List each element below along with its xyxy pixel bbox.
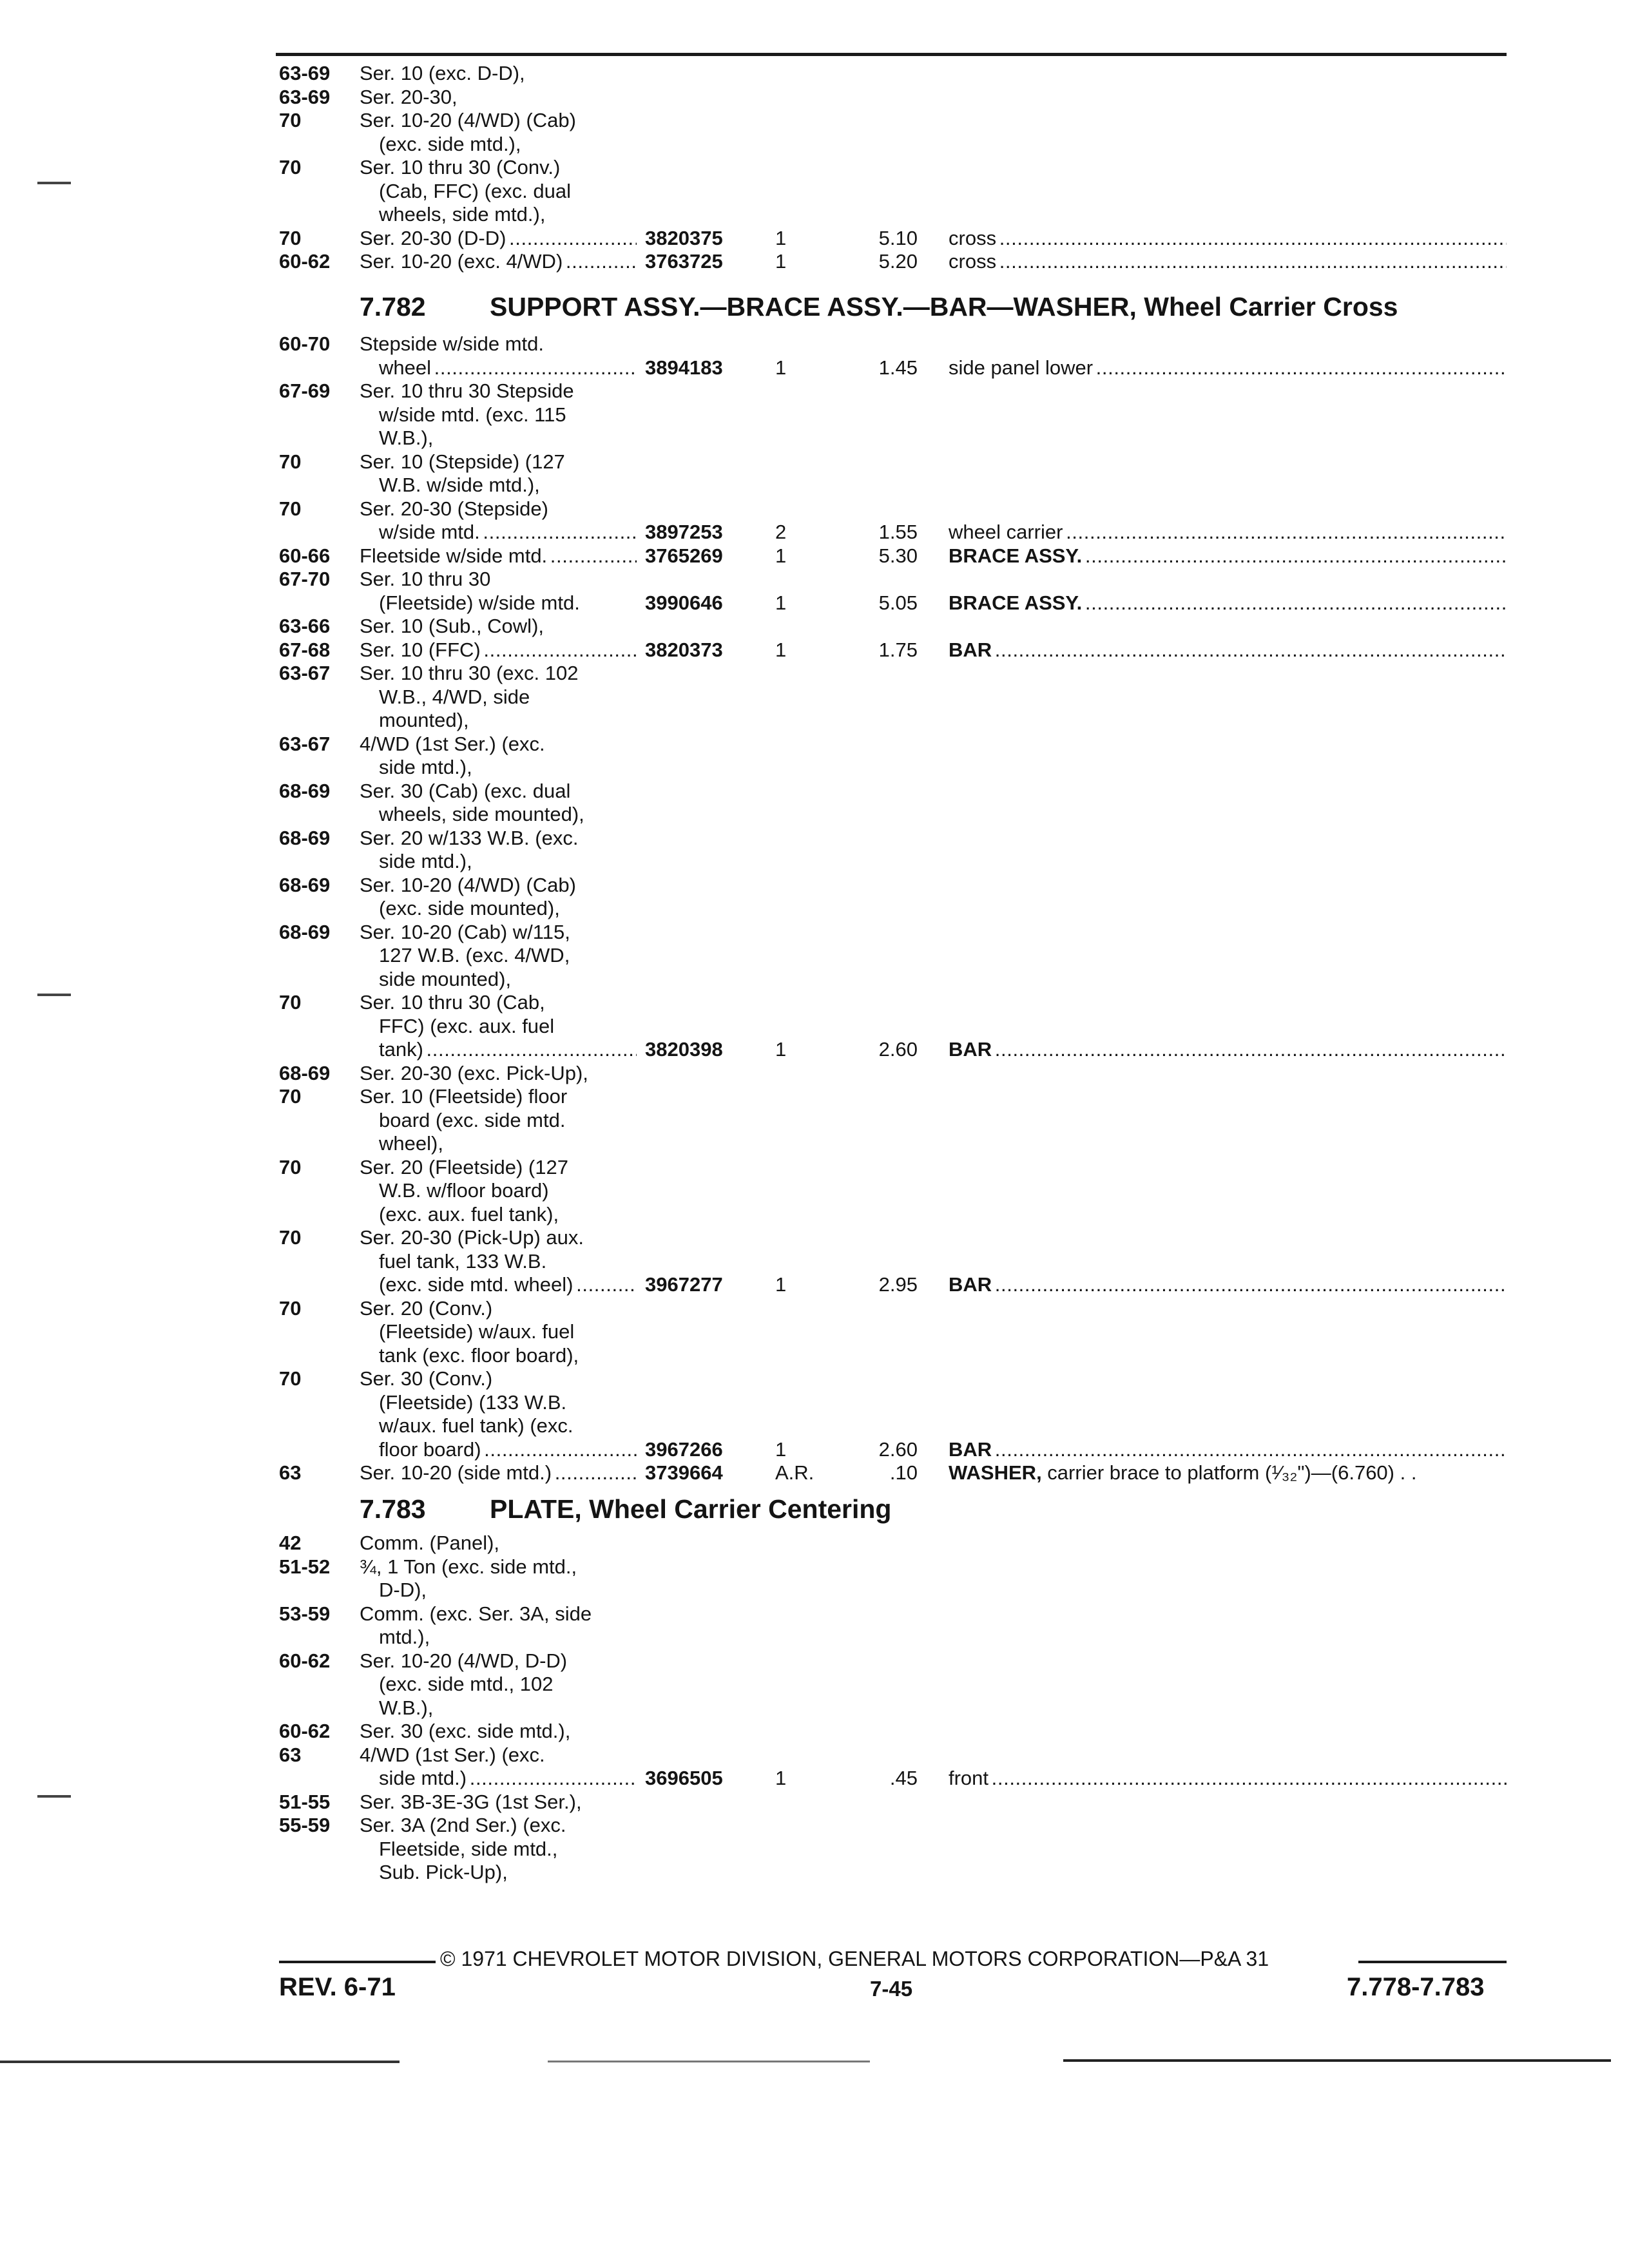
- part-name-text: front . . .: [949, 1767, 1507, 1789]
- description-text: (exc. side mounted),: [379, 897, 560, 919]
- part-name: [949, 521, 1507, 544]
- model-year: 70: [279, 1085, 302, 1108]
- model-year: 51-55: [279, 1790, 331, 1813]
- application-description: [360, 1649, 567, 1673]
- description-text: Ser. 30 (Cab) (exc. dual: [360, 779, 571, 802]
- application-description: [360, 62, 525, 85]
- application-description: [379, 1414, 574, 1437]
- application-description: [379, 180, 571, 203]
- application-description: [360, 1085, 567, 1108]
- description-text: tank) . . .: [379, 1038, 637, 1061]
- description-text: w/aux. fuel tank) (exc.: [379, 1414, 574, 1437]
- application-description: [360, 827, 578, 850]
- description-text: Ser. 20 (Fleetside) (127: [360, 1155, 568, 1178]
- quantity: 1: [775, 226, 787, 249]
- part-name: [949, 1438, 1507, 1461]
- part-number: 3990646: [645, 591, 723, 614]
- price: 5.20: [878, 250, 918, 273]
- quantity: 2: [775, 521, 787, 543]
- description-text: fuel tank, 133 W.B.: [379, 1249, 547, 1273]
- application-description: [360, 1555, 577, 1579]
- bottom-rule: [548, 2061, 870, 2062]
- application-description: [379, 1015, 554, 1038]
- application-description: [360, 639, 637, 662]
- description-text: Sub. Pick-Up),: [379, 1861, 508, 1883]
- application-description: [379, 1391, 566, 1414]
- part-name: [949, 544, 1507, 568]
- description-text: Ser. 10 (exc. D-D),: [360, 62, 525, 84]
- application-description: [360, 1532, 499, 1555]
- description-text: mtd.),: [379, 1626, 430, 1648]
- part-name: [949, 1273, 1507, 1296]
- description-text: Ser. 10-20 (4/WD, D-D): [360, 1649, 568, 1672]
- model-year: 60-62: [279, 1720, 331, 1742]
- description-text: Ser. 10 (FFC) . . .: [360, 639, 637, 661]
- quantity: 1: [775, 250, 787, 273]
- part-name-text: WASHER,: [949, 1461, 1042, 1484]
- application-description: [360, 1062, 588, 1085]
- quantity: 1: [775, 638, 787, 661]
- application-description: [379, 1109, 565, 1132]
- application-description: [379, 1038, 637, 1061]
- application-description: [379, 427, 433, 450]
- model-year: 68-69: [279, 779, 331, 802]
- quantity: 1: [775, 1273, 787, 1296]
- description-text: Ser. 10 (Sub., Cowl),: [360, 615, 545, 637]
- application-description: [379, 203, 545, 226]
- part-name: [949, 639, 1507, 662]
- part-name-text: side panel lower . . .: [949, 356, 1507, 379]
- description-text: (exc. side mtd., 102: [379, 1673, 554, 1695]
- application-description: [360, 1814, 566, 1837]
- application-description: [360, 1720, 570, 1743]
- application-description: [379, 756, 472, 779]
- application-description: [379, 968, 511, 991]
- description-text: Ser. 10 (Fleetside) floor: [360, 1085, 568, 1108]
- description-text: mounted),: [379, 709, 469, 731]
- description-text: Ser. 10 thru 30 (Cab,: [360, 991, 545, 1014]
- section-number: 7.782: [360, 292, 426, 322]
- application-description: [360, 544, 637, 568]
- quantity: 1: [775, 356, 787, 379]
- description-text: Ser. 10-20 (side mtd.) . . .: [360, 1461, 637, 1484]
- description-text: Ser. 20-30 (Pick-Up) aux.: [360, 1226, 584, 1249]
- application-description: [360, 780, 570, 803]
- page-number: 7-45: [870, 1977, 913, 2001]
- part-name-text: wheel carrier . . .: [949, 521, 1507, 543]
- description-text: Ser. 30 (exc. side mtd.),: [360, 1720, 571, 1742]
- application-description: [379, 1203, 559, 1226]
- description-text: Stepside w/side mtd.: [360, 332, 545, 355]
- application-description: [360, 662, 579, 685]
- description-text: Comm. (exc. Ser. 3A, side: [360, 1602, 592, 1625]
- application-description: [379, 1132, 443, 1155]
- part-name: [949, 227, 1507, 250]
- application-description: [360, 921, 570, 944]
- description-text: wheel . . .: [379, 356, 637, 379]
- description-text: wheels, side mtd.),: [379, 203, 546, 226]
- description-text: 4/WD (1st Ser.) (exc.: [360, 1743, 545, 1766]
- part-name: [949, 1461, 1507, 1485]
- model-year: 70: [279, 1367, 302, 1390]
- part-number: 3820375: [645, 226, 723, 249]
- application-description: [379, 1626, 430, 1649]
- application-description: [360, 1226, 584, 1249]
- description-text: wheels, side mounted),: [379, 803, 584, 825]
- application-description: [360, 227, 637, 250]
- description-text: W.B.),: [379, 1696, 434, 1719]
- model-year: 70: [279, 109, 302, 131]
- model-year: 60-62: [279, 250, 331, 273]
- model-year: 63-69: [279, 85, 331, 108]
- part-name-text: BRACE ASSY. . . .: [949, 591, 1507, 614]
- model-year: 63: [279, 1743, 302, 1766]
- part-number: 3967277: [645, 1273, 723, 1296]
- section-title: SUPPORT ASSY.—BRACE ASSY.—BAR—WASHER, Wheel Carrier Cross: [490, 292, 1398, 322]
- model-year: 53-59: [279, 1602, 331, 1625]
- application-description: [379, 850, 472, 873]
- application-description: [379, 591, 580, 615]
- model-year: 63-66: [279, 615, 331, 637]
- description-text: Ser. 10-20 (exc. 4/WD) . . .: [360, 250, 637, 273]
- application-description: [379, 356, 637, 380]
- application-description: [360, 156, 560, 179]
- application-description: [379, 403, 566, 427]
- part-name: [949, 1038, 1507, 1061]
- description-text: side mtd.),: [379, 756, 472, 778]
- description-text: tank (exc. floor board),: [379, 1343, 579, 1367]
- application-description: [360, 615, 544, 638]
- application-description: [379, 897, 560, 920]
- application-description: [360, 1602, 592, 1626]
- model-year: 68-69: [279, 1061, 331, 1084]
- description-text: (exc. side mtd. wheel) . . .: [379, 1273, 637, 1296]
- price: 2.95: [878, 1273, 918, 1296]
- part-name-text: BAR . . .: [949, 639, 1507, 661]
- price: 1.45: [878, 356, 918, 379]
- part-name-text: BRACE ASSY. . . .: [949, 544, 1507, 567]
- description-text: Ser. 10-20 (4/WD) (Cab): [360, 873, 576, 896]
- price: 1.75: [878, 638, 918, 661]
- copyright-notice: © 1971 CHEVROLET MOTOR DIVISION, GENERAL MOTORS CORPORATION—P&A 31: [440, 1947, 1269, 1970]
- price: .10: [889, 1461, 918, 1484]
- application-description: [360, 1461, 637, 1485]
- application-description: [360, 250, 637, 273]
- quantity: 1: [775, 591, 787, 614]
- quantity: 1: [775, 544, 787, 567]
- bottom-rule: [1063, 2059, 1611, 2062]
- model-year: 68-69: [279, 826, 331, 849]
- price: 5.05: [878, 591, 918, 614]
- description-text: w/side mtd. (exc. 115: [379, 403, 566, 426]
- application-description: [379, 1579, 427, 1602]
- application-description: [379, 1673, 554, 1696]
- description-text: side mtd.),: [379, 850, 472, 872]
- description-text: (Fleetside) w/aux. fuel: [379, 1320, 575, 1343]
- application-description: [360, 874, 576, 897]
- model-year: 42: [279, 1532, 302, 1554]
- description-text: (Fleetside) w/side mtd.: [379, 591, 580, 614]
- description-text: W.B., 4/WD, side: [379, 685, 530, 708]
- application-description: [379, 1438, 637, 1461]
- model-year: 70: [279, 991, 302, 1014]
- section-title: PLATE, Wheel Carrier Centering: [490, 1494, 892, 1524]
- application-description: [379, 1344, 579, 1367]
- description-text: Ser. 30 (Conv.): [360, 1367, 493, 1390]
- application-description: [360, 497, 548, 521]
- description-text: wheel),: [379, 1132, 443, 1155]
- part-number: 3967266: [645, 1437, 723, 1461]
- application-description: [360, 1156, 568, 1179]
- part-number: 3894183: [645, 356, 723, 379]
- description-text: D-D),: [379, 1579, 427, 1601]
- price: 5.10: [878, 226, 918, 249]
- description-text: Ser. 10 (Stepside) (127: [360, 450, 565, 473]
- description-text: 4/WD (1st Ser.) (exc.: [360, 732, 545, 755]
- description-text: Ser. 20-30,: [360, 85, 458, 108]
- description-text: (Fleetside) (133 W.B.: [379, 1390, 567, 1414]
- model-year: 68-69: [279, 920, 331, 943]
- price: 5.30: [878, 544, 918, 567]
- application-description: [379, 944, 570, 967]
- model-year: 70: [279, 497, 302, 520]
- description-text: Ser. 20-30 (D-D) . . .: [360, 227, 637, 249]
- application-description: [379, 1767, 637, 1790]
- part-name-text: cross . . .: [949, 227, 1507, 249]
- application-description: [360, 991, 545, 1014]
- application-description: [379, 1273, 637, 1296]
- model-year: 67-70: [279, 568, 331, 590]
- part-name-detail: carrier brace to platform (¹⁄₃₂")—(6.760) . .: [1041, 1461, 1417, 1484]
- application-description: [379, 686, 530, 709]
- application-description: [360, 1791, 582, 1814]
- quantity: A.R.: [775, 1461, 815, 1484]
- quantity: 1: [775, 1767, 787, 1789]
- description-text: 127 W.B. (exc. 4/WD,: [379, 944, 570, 966]
- application-description: [360, 109, 576, 132]
- application-description: [379, 133, 521, 156]
- description-text: board (exc. side mtd.: [379, 1108, 566, 1131]
- price: 1.55: [878, 521, 918, 543]
- part-number: 3763725: [645, 250, 723, 273]
- description-text: floor board) . . .: [379, 1438, 637, 1461]
- application-description: [360, 86, 458, 109]
- description-text: side mounted),: [379, 967, 512, 990]
- description-text: Ser. 20 (Conv.): [360, 1296, 493, 1320]
- model-year: 67-69: [279, 380, 331, 402]
- application-description: [379, 1696, 433, 1720]
- application-description: [360, 568, 490, 591]
- part-name-text: cross . . .: [949, 250, 1507, 273]
- description-text: Ser. 3A (2nd Ser.) (exc.: [360, 1814, 566, 1836]
- price: .45: [889, 1767, 918, 1789]
- part-name-text: BAR . . .: [949, 1038, 1507, 1061]
- description-text: Ser. 10 thru 30: [360, 568, 491, 590]
- quantity: 1: [775, 1038, 787, 1061]
- application-description: [360, 450, 565, 474]
- description-text: FFC) (exc. aux. fuel: [379, 1014, 555, 1037]
- model-year: 51-52: [279, 1555, 331, 1578]
- part-name-text: BAR . . .: [949, 1438, 1507, 1461]
- part-number: 3696505: [645, 1767, 723, 1789]
- description-text: Fleetside, side mtd.,: [379, 1837, 558, 1860]
- description-text: W.B. w/side mtd.),: [379, 474, 540, 496]
- description-text: Ser. 20-30 (Stepside): [360, 497, 548, 520]
- part-name: [949, 250, 1507, 273]
- application-description: [379, 803, 584, 826]
- model-year: 70: [279, 226, 302, 249]
- application-description: [360, 733, 545, 756]
- description-text: Ser. 10-20 (Cab) w/115,: [360, 920, 570, 943]
- application-description: [379, 709, 469, 732]
- model-year: 67-68: [279, 638, 331, 661]
- group-range: 7.778-7.783: [1347, 1973, 1485, 2001]
- part-number: 3897253: [645, 521, 723, 543]
- model-year: 60-62: [279, 1649, 331, 1672]
- model-year: 63-67: [279, 662, 331, 684]
- model-year: 70: [279, 1226, 302, 1249]
- application-description: [379, 1320, 574, 1343]
- model-year: 68-69: [279, 873, 331, 896]
- model-year: 63-67: [279, 732, 331, 755]
- section-number: 7.783: [360, 1494, 426, 1524]
- application-description: [360, 332, 544, 356]
- revision-label: REV. 6-71: [279, 1973, 396, 2001]
- application-description: [360, 1367, 492, 1390]
- description-text: Ser. 20 w/133 W.B. (exc.: [360, 826, 579, 849]
- description-text: W.B.),: [379, 427, 434, 449]
- description-text: (exc. side mtd.),: [379, 132, 521, 155]
- bottom-rule: [0, 2061, 400, 2063]
- application-description: [379, 521, 637, 544]
- model-year: 70: [279, 1155, 302, 1178]
- application-description: [379, 1250, 546, 1273]
- description-text: Comm. (Panel),: [360, 1532, 500, 1554]
- description-text: W.B. w/floor board): [379, 1179, 549, 1202]
- description-text: Fleetside w/side mtd. . . .: [360, 544, 637, 567]
- description-text: (exc. aux. fuel tank),: [379, 1202, 559, 1225]
- description-text: Ser. 10 thru 30 (exc. 102: [360, 662, 579, 684]
- application-description: [379, 1861, 508, 1884]
- model-year: 70: [279, 1296, 302, 1320]
- model-year: 60-70: [279, 332, 331, 355]
- price: 2.60: [878, 1038, 918, 1061]
- model-year: 63: [279, 1461, 302, 1484]
- model-year: 60-66: [279, 544, 331, 567]
- application-description: [379, 1179, 549, 1202]
- model-year: 70: [279, 156, 302, 178]
- footer-rule-left: [279, 1961, 436, 1963]
- description-text: w/side mtd. . . .: [379, 521, 637, 543]
- quantity: 1: [775, 1437, 787, 1461]
- application-description: [360, 1744, 545, 1767]
- part-number: 3765269: [645, 544, 723, 567]
- description-text: Ser. 20-30 (exc. Pick-Up),: [360, 1061, 588, 1084]
- description-text: Ser. 10 thru 30 (Conv.): [360, 156, 561, 178]
- model-year: 63-69: [279, 62, 331, 84]
- model-year: 55-59: [279, 1814, 331, 1836]
- description-text: Ser. 10-20 (4/WD) (Cab): [360, 109, 576, 131]
- part-name: [949, 356, 1507, 380]
- description-text: side mtd.) . . .: [379, 1767, 637, 1789]
- application-description: [360, 1297, 492, 1320]
- model-year: 70: [279, 450, 302, 473]
- application-description: [360, 380, 574, 403]
- part-number: 3739664: [645, 1461, 723, 1484]
- footer-rule-right: [1358, 1961, 1507, 1963]
- part-number: 3820398: [645, 1038, 723, 1061]
- description-text: Ser. 10 thru 30 Stepside: [360, 380, 574, 402]
- description-text: (Cab, FFC) (exc. dual: [379, 179, 572, 202]
- description-text: Ser. 3B-3E-3G (1st Ser.),: [360, 1790, 582, 1813]
- description-text: ¾, 1 Ton (exc. side mtd.,: [360, 1555, 577, 1578]
- part-name: [949, 591, 1507, 615]
- application-description: [379, 1838, 557, 1861]
- part-name-text: BAR . . .: [949, 1273, 1507, 1296]
- part-name: [949, 1767, 1507, 1790]
- application-description: [379, 474, 540, 497]
- price: 2.60: [878, 1437, 918, 1461]
- part-number: 3820373: [645, 638, 723, 661]
